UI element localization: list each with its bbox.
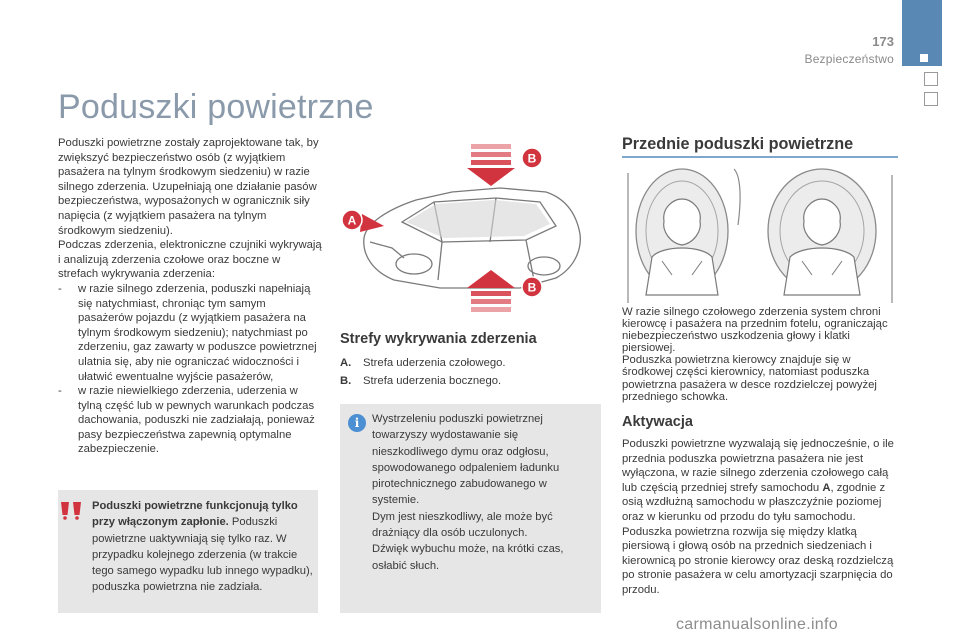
site-watermark: carmanualsonline.info: [676, 616, 838, 633]
front-airbags-heading: Przednie poduszki powietrzne: [622, 135, 854, 153]
intro-bullet-2: - w razie niewielkiego zderzenia, uderzenia w tylną część lub w pewnych warunkach podczas dachowania, poduszki nie zadziałają, ponieważ pasy bezpieczeństwa zapewnią optymalne zabezpieczenie.: [58, 385, 315, 456]
chapter-tab-marker: [920, 54, 928, 62]
label-b-top-marker: [522, 148, 542, 168]
info-paragraph-1: Wystrzeleniu poduszki powietrznej towarzyszy wydostawanie się nieszkodliwego dymu oraz odgłosu, spowodowanego odpaleniem ładunku pirotechnicznego zabudowanego w systemie.: [372, 413, 560, 507]
intro-bullet-1: - w razie silnego zderzenia, poduszki napełniają się natychmiast, chroniąc tym samym pasażerów pojazdu (z wyjątkiem pasażera na tylnym środkowym siedzeniu); natychmiast po zderzeniu, gaz zawarty w poduszce powietrznej ulatnia się, aby nie ograniczać widoczności i ułatwić ewentualne wyjście pasażerów,: [58, 282, 317, 383]
activation-heading: Aktywacja: [622, 414, 693, 430]
zones-heading: Strefy wykrywania zderzenia: [340, 331, 537, 347]
label-b-bottom-marker: [522, 277, 542, 297]
front-paragraph-1: W razie silnego czołowego zderzenia system chroni kierowcę i pasażera na przednim fotelu, ograniczając niebezpieczeństwo uszkodzenia głowy i klatki piersiowej.: [622, 306, 888, 355]
label-b-top: B: [527, 151, 537, 166]
activation-paragraph-1: Poduszki powietrzne wyzwalają się jednocześnie, o ile przednia poduszka powietrzna pasażera nie jest wyłączona, w razie silnego zderzenia czołowego całą lub częścią przedniej strefy samochodu A, zgodnie z osią wzdłużną samochodu w płaszczyźnie poziomej oraz w kierunku od przodu do tyłu samochodu.: [622, 438, 894, 523]
label-b-bottom: B: [527, 280, 537, 295]
side-impact-arrow-top: [467, 144, 515, 186]
activation-text: [622, 437, 894, 598]
impact-zones-diagram: [330, 130, 600, 320]
page-title: Poduszki powietrzne: [58, 88, 374, 126]
chapter-tab-empty-1[interactable]: [924, 72, 938, 86]
activation-paragraph-2: Poduszka powietrzna rozwija się między klatką piersiową i głową osób na przednich siedzeniach i kierownicą po stronie kierowcy oraz deską rozdzielczą po stronie pasażera w celu amortyzacji szarpnięcia do przodu.: [622, 525, 894, 596]
info-icon: i: [348, 414, 366, 432]
chapter-tab-empty-2[interactable]: [924, 92, 938, 106]
warning-bold-text: Poduszki powietrzne funkcjonują tylko przy włączonym zapłonie.: [92, 500, 298, 529]
zone-item-b: B. Strefa uderzenia bocznego.: [340, 375, 502, 387]
info-paragraph-2: Dym jest nieszkodliwy, ale może być drażniący dla osób uczulonych.: [372, 510, 553, 540]
warning-exclamation-icon: [60, 500, 82, 520]
heading-underline: [622, 156, 898, 158]
warning-text: [92, 498, 314, 596]
driver-airbag: [636, 169, 728, 295]
zone-item-a: A. Strefa uderzenia czołowego.: [340, 357, 506, 369]
warning-body-text: Poduszki powietrzne uaktywniają się tylko raz. W przypadku kolejnego zderzenia (w trakcie tego samego wypadku lub innego wypadku), poduszka powietrzna nie zadziała.: [92, 516, 313, 594]
intro-paragraph-2: Podczas zderzenia, elektroniczne czujniki wykrywają i analizują zderzenia czołowe oraz boczne w strefach wykrywania zderzenia:: [58, 239, 322, 281]
page-number: 173: [872, 34, 894, 49]
front-airbags-text: [622, 306, 894, 403]
info-text: [372, 411, 594, 574]
passenger-airbag: [768, 169, 876, 295]
label-a: A: [347, 213, 357, 228]
side-impact-arrow-bottom: [467, 270, 515, 312]
front-airbags-illustration: [622, 165, 898, 305]
front-paragraph-2: Poduszka powietrzna kierowcy znajduje się w środkowej części kierownicy, natomiast poduszka powietrzna pasażera w desce rozdzielczej powyżej przedniego schowka.: [622, 354, 877, 403]
label-a-marker: [342, 210, 362, 230]
intro-paragraph-1: Poduszki powietrzne zostały zaprojektowane tak, by zwiększyć bezpieczeństwo osób (z wyjątkiem pasażera na tylnym środkowym siedzeniu) w razie silnego zderzenia. Uzupełniają one działanie pasów bezpieczeństwa, wyposażonych w ogranicznik siły napięcia (z wyjątkiem pasażera na tylnym środkowym siedzeniu).: [58, 137, 319, 237]
chapter-tab[interactable]: [902, 0, 942, 66]
section-name: Bezpieczeństwo: [804, 52, 894, 66]
info-paragraph-3: Dźwięk wybuchu może, na krótki czas, osłabić słuch.: [372, 543, 564, 572]
intro-text: [58, 136, 322, 457]
zone-a-ref: A: [822, 481, 831, 494]
airbag-seats-svg: [622, 165, 898, 305]
